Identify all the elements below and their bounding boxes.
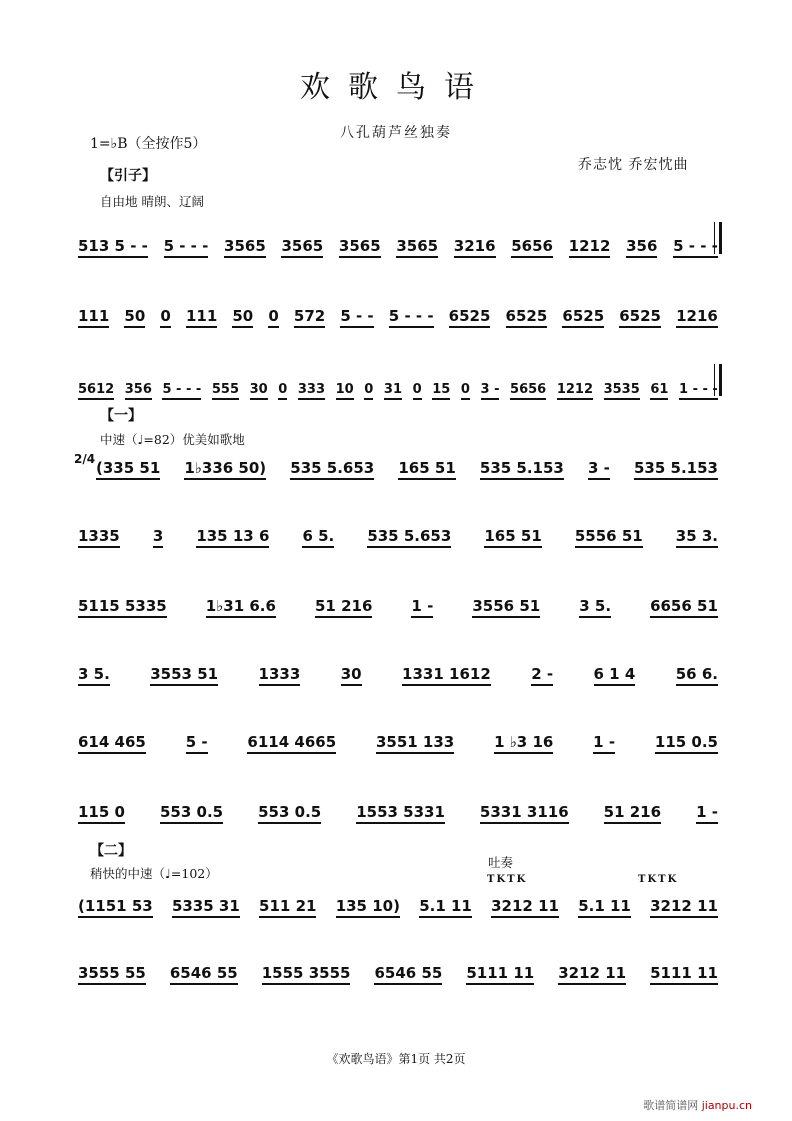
section-2-staff-2: [78, 955, 718, 985]
measure: 3212 11: [491, 897, 559, 918]
measure: 356: [626, 237, 657, 258]
measure: 5 - - -: [164, 237, 209, 258]
measure: 51 216: [315, 597, 372, 618]
measure: 1 -: [593, 733, 615, 754]
staff-row: [78, 588, 718, 618]
measure: 5656: [510, 382, 546, 400]
staff-row: [78, 794, 718, 824]
intro-staff-2: [78, 298, 718, 328]
section-2-label: 【二】: [90, 843, 132, 859]
articulation-tktk: TKTK: [487, 874, 528, 885]
measure: 1♭336 50): [184, 459, 266, 480]
composer: 乔志忱 乔宏忱曲: [578, 157, 689, 173]
measure: 5 - - -: [389, 307, 434, 328]
measure: 5 -: [186, 733, 208, 754]
section-1-staff-2: [78, 518, 718, 548]
measure: 0: [413, 382, 422, 400]
section-2-staff-1: [78, 888, 718, 918]
measure: (1151 53: [78, 897, 153, 918]
section-1-staff-3: [78, 588, 718, 618]
staff-row: [78, 228, 718, 258]
section-2-tempo: 稍快的中速（♩=102）: [90, 866, 218, 881]
measure: 3 -: [481, 382, 500, 400]
measure: 15: [432, 382, 450, 400]
measure: 535 5.153: [480, 459, 564, 480]
measure: 0: [268, 307, 278, 328]
subtitle: 八孔葫芦丝独奏: [340, 125, 452, 141]
watermark-prefix: 歌谱简谱网: [643, 1099, 699, 1112]
technique-label: 吐奏: [488, 855, 514, 870]
measure: 6546 55: [170, 964, 238, 985]
measure: 1 ♭3 16: [494, 733, 553, 754]
section-1-staff-4: [78, 656, 718, 686]
barline: [714, 222, 722, 254]
measure: 1212: [557, 382, 593, 400]
measure: 165 51: [484, 527, 541, 548]
section-1-tempo: 中速（♩=82）优美如歌地: [100, 432, 245, 447]
staff-row: [78, 370, 718, 400]
measure: 1335: [78, 527, 120, 548]
measure: 1212: [569, 237, 611, 258]
intro-staff-1: [78, 228, 718, 258]
measure: 6656 51: [650, 597, 718, 618]
measure: 5612: [78, 382, 114, 400]
measure: 553 0.5: [160, 803, 223, 824]
measure: 0: [278, 382, 287, 400]
intro-staff-3: [78, 370, 718, 400]
measure: 1 -: [411, 597, 433, 618]
measure: 6525: [506, 307, 548, 328]
staff-row: [96, 450, 718, 480]
measure: 6525: [562, 307, 604, 328]
measure: 0: [461, 382, 470, 400]
barline: [714, 364, 722, 396]
measure: 3 -: [588, 459, 610, 480]
measure: 1 - - -: [679, 382, 718, 400]
measure: 5656: [511, 237, 553, 258]
measure: 56 6.: [676, 665, 718, 686]
measure: 1♭31 6.6: [206, 597, 276, 618]
staff-row: [78, 724, 718, 754]
measure: 535 5.653: [290, 459, 374, 480]
measure: 511 21: [259, 897, 316, 918]
measure: 3553 51: [150, 665, 218, 686]
measure: 553 0.5: [258, 803, 321, 824]
measure: 3216: [454, 237, 496, 258]
page-footer: 《欢歌鸟语》第1页 共2页: [326, 1052, 466, 1066]
measure: 6525: [449, 307, 491, 328]
measure: 2 -: [531, 665, 553, 686]
staff-row: [78, 888, 718, 918]
measure: 6114 4665: [247, 733, 336, 754]
measure: 6546 55: [374, 964, 442, 985]
measure: 135 10): [336, 897, 400, 918]
measure: 111: [186, 307, 217, 328]
watermark-domain: jianpu.cn: [701, 1099, 752, 1112]
page-title: 欢歌鸟语: [300, 70, 492, 105]
measure: 3212 11: [650, 897, 718, 918]
measure: 5.1 11: [419, 897, 472, 918]
section-1-label: 【一】: [100, 408, 142, 424]
measure: 115 0: [78, 803, 125, 824]
measure: 3555 55: [78, 964, 146, 985]
measure: 535 5.653: [367, 527, 451, 548]
measure: 50: [232, 307, 253, 328]
measure: 5115 5335: [78, 597, 167, 618]
time-signature: 2/4: [74, 452, 96, 466]
measure: 5111 11: [466, 964, 534, 985]
measure: 1216: [676, 307, 718, 328]
measure: 10: [336, 382, 354, 400]
measure: 6 5.: [302, 527, 334, 548]
measure: 61: [650, 382, 668, 400]
measure: 5556 51: [575, 527, 643, 548]
measure: 3535: [604, 382, 640, 400]
measure: 5 - - -: [673, 237, 718, 258]
measure: 572: [294, 307, 325, 328]
measure: 111: [78, 307, 109, 328]
measure: 6525: [619, 307, 661, 328]
measure: 3 5.: [579, 597, 611, 618]
measure: 31: [384, 382, 402, 400]
measure: 3212 11: [558, 964, 626, 985]
measure: 1553 5331: [356, 803, 445, 824]
measure: 3 5.: [78, 665, 110, 686]
measure: 115 0.5: [655, 733, 718, 754]
measure: 3565: [281, 237, 323, 258]
measure: 5111 11: [650, 964, 718, 985]
measure: 51 216: [604, 803, 661, 824]
measure: 513 5 - -: [78, 237, 148, 258]
key-signature: 1=♭B（全按作5）: [90, 136, 207, 152]
measure: 5 - -: [340, 307, 373, 328]
articulation-tktk: TKTK: [638, 874, 679, 885]
measure: 614 465: [78, 733, 146, 754]
measure: 555: [212, 382, 239, 400]
section-1-staff-1: [96, 450, 718, 480]
measure: 3565: [339, 237, 381, 258]
measure: 5.1 11: [578, 897, 631, 918]
measure: 1333: [259, 665, 301, 686]
staff-row: [78, 656, 718, 686]
measure: 356: [125, 382, 152, 400]
measure: 135 13 6: [196, 527, 269, 548]
intro-label: 【引子】: [100, 168, 156, 184]
measure: (335 51: [96, 459, 160, 480]
measure: 0: [364, 382, 373, 400]
measure: 30: [341, 665, 362, 686]
staff-row: [78, 955, 718, 985]
measure: 35 3.: [676, 527, 718, 548]
measure: 535 5.153: [634, 459, 718, 480]
measure: 3: [153, 527, 163, 548]
measure: 165 51: [398, 459, 455, 480]
measure: 6 1 4: [594, 665, 636, 686]
measure: 3551 133: [376, 733, 454, 754]
staff-row: [78, 298, 718, 328]
measure: 0: [160, 307, 170, 328]
measure: 5331 3116: [480, 803, 569, 824]
measure: 1331 1612: [402, 665, 491, 686]
intro-tempo: 自由地 晴朗、辽阔: [100, 194, 204, 209]
measure: 3556 51: [472, 597, 540, 618]
measure: 30: [250, 382, 268, 400]
measure: 3565: [224, 237, 266, 258]
section-1-staff-6: [78, 794, 718, 824]
measure: 1555 3555: [262, 964, 351, 985]
measure: 333: [298, 382, 325, 400]
measure: 5 - - -: [162, 382, 201, 400]
measure: 3565: [396, 237, 438, 258]
measure: 50: [124, 307, 145, 328]
measure: 5335 31: [172, 897, 240, 918]
measure: 1 -: [696, 803, 718, 824]
section-1-staff-5: [78, 724, 718, 754]
watermark: [643, 1097, 752, 1113]
staff-row: [78, 518, 718, 548]
